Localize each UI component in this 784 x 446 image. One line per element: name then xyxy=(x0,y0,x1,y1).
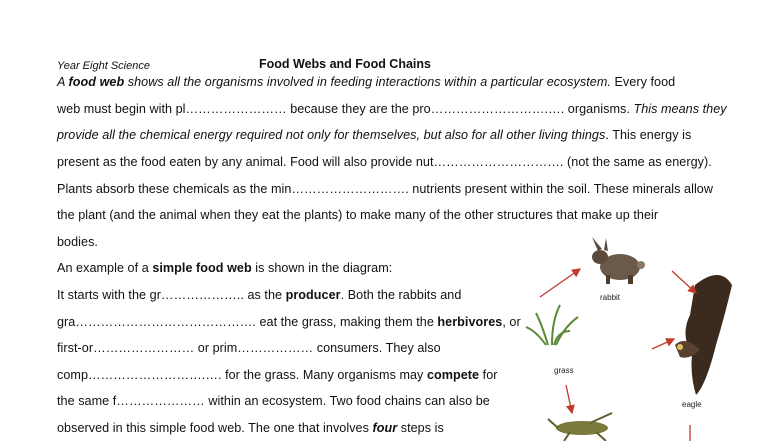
text-line-8: An example of a simple food web is shown in the diagram: xyxy=(57,261,393,275)
arrow-grass-to-grasshopper xyxy=(566,385,572,413)
food-web-illustration xyxy=(520,235,784,441)
page-title: Food Webs and Food Chains xyxy=(259,57,431,71)
rabbit-label: rabbit xyxy=(600,293,621,302)
text-line-10: gra……………………………………. eat the grass, making them the herbivores, or xyxy=(57,315,521,329)
term-producer: producer xyxy=(285,288,341,302)
term-simple-food-web: simple food web xyxy=(152,261,252,275)
text-line-13: the same f………………… within an ecosystem. Two food chains can also be xyxy=(57,394,490,408)
term-food-web: food web xyxy=(68,75,125,89)
text-line-12: comp……………………….…. for the grass. Many organisms may compete for xyxy=(57,368,498,382)
term-compete: compete xyxy=(426,368,480,382)
text-line-7: bodies. xyxy=(57,235,98,249)
text-line-1: A food web shows all the organisms involved in feeding interactions within a particular ecosystem. Every food xyxy=(57,75,676,89)
eagle-image xyxy=(675,275,732,395)
term-four: four xyxy=(372,421,398,435)
food-web-diagram xyxy=(520,235,784,441)
text-line-6: the plant (and the animal when they eat the plants) to make many of the other structures that make up their xyxy=(57,208,659,222)
arrow-rabbit-to-eagle xyxy=(672,271,696,293)
text-line-14: observed in this simple food web. The one that involves four steps is xyxy=(57,421,444,435)
arrow-to-eagle xyxy=(652,339,674,349)
text-line-9: It starts with the gr……………….. as the producer. Both the rabbits and xyxy=(57,288,462,302)
text-line-11: first-or…………………… or prim……………… consumers. They also xyxy=(57,341,441,355)
term-herbivores: herbivores xyxy=(437,315,503,329)
rabbit-image xyxy=(592,237,645,284)
text-line-3: provide all the chemical energy required not only for themselves, but also for all other living things. This energy is xyxy=(57,128,692,142)
grass-image xyxy=(526,305,578,345)
subject-label: Year Eight Science xyxy=(57,60,150,72)
arrow-grass-to-rabbit xyxy=(540,269,580,297)
grass-label: grass xyxy=(554,366,574,375)
text-line-2: web must begin with pl…………………… because they are the pro……………………….…. organisms. This means they xyxy=(57,102,727,116)
text-line-4: present as the food eaten by any animal. Food will also provide nut…………………………. (not the same as energy). xyxy=(57,155,712,169)
grasshopper-image xyxy=(548,413,612,441)
text-line-5: Plants absorb these chemicals as the min………………………. nutrients present within the soil. These minerals allow xyxy=(57,182,714,196)
eagle-label: eagle xyxy=(682,400,702,409)
